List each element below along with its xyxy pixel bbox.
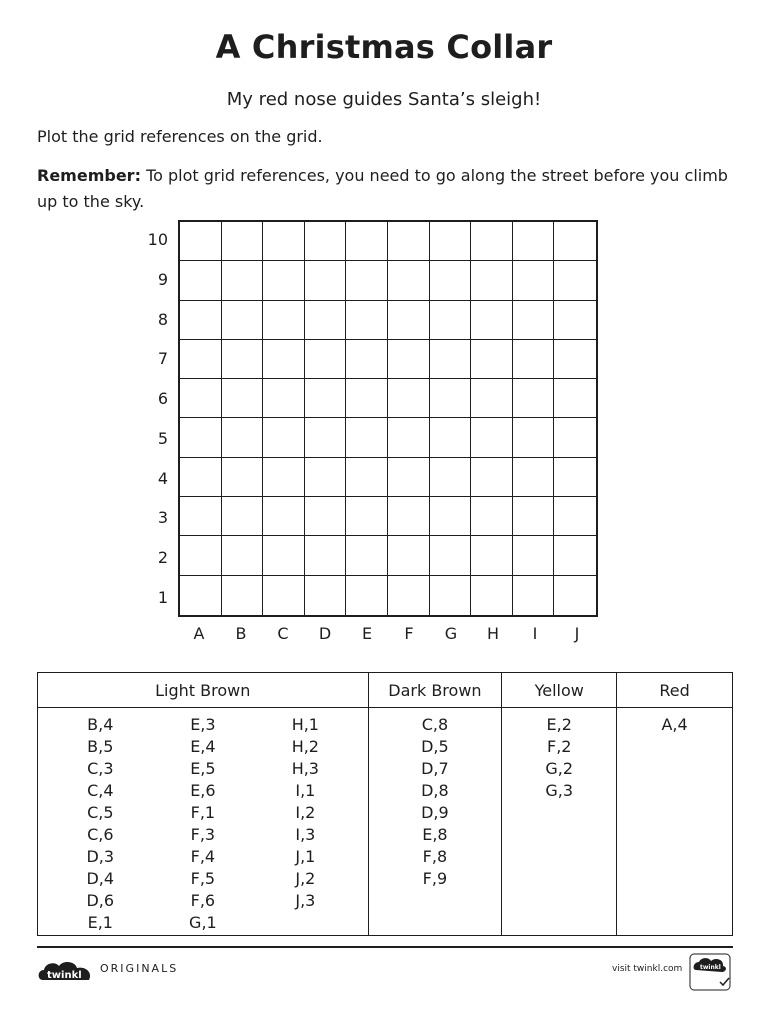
y-axis-label: 10 xyxy=(147,230,168,250)
grid-cell[interactable] xyxy=(554,536,596,575)
grid-cell[interactable] xyxy=(222,222,264,261)
grid-cell[interactable] xyxy=(471,222,513,261)
grid-cell[interactable] xyxy=(180,576,222,615)
grid-cell[interactable] xyxy=(346,576,388,615)
grid-cell[interactable] xyxy=(430,222,472,261)
grid-reference-item: E,1 xyxy=(87,913,113,932)
grid-cell[interactable] xyxy=(263,379,305,418)
grid-cell[interactable] xyxy=(305,576,347,615)
grid-cell[interactable] xyxy=(305,261,347,300)
grid-cell[interactable] xyxy=(554,301,596,340)
page-subtitle: My red nose guides Santa’s sleigh! xyxy=(226,89,542,110)
grid-cell[interactable] xyxy=(554,379,596,418)
grid-reference-item: E,4 xyxy=(190,737,216,756)
grid-reference-item: C,4 xyxy=(87,781,114,800)
grid-reference-item: E,2 xyxy=(546,715,572,734)
grid-reference-item: D,9 xyxy=(421,803,449,822)
grid-cell[interactable] xyxy=(305,340,347,379)
grid-cell[interactable] xyxy=(222,497,264,536)
grid-reference-item: A,4 xyxy=(661,715,688,734)
grid-cell[interactable] xyxy=(554,340,596,379)
grid-cell[interactable] xyxy=(305,497,347,536)
grid-cell[interactable] xyxy=(513,261,555,300)
x-axis-label: H xyxy=(486,624,500,643)
y-axis-label: 5 xyxy=(157,428,168,448)
remember-label: Remember: xyxy=(37,166,141,185)
grid-cell[interactable] xyxy=(430,576,472,615)
grid-cell[interactable] xyxy=(513,340,555,379)
grid-cell[interactable] xyxy=(513,222,555,261)
grid-reference-item: I,2 xyxy=(295,803,316,822)
grid-reference-item: G,2 xyxy=(545,759,574,778)
grid-cell[interactable] xyxy=(263,340,305,379)
grid-reference-item: D,4 xyxy=(86,869,115,888)
grid-cell[interactable] xyxy=(471,340,513,379)
grid-cell[interactable] xyxy=(430,261,472,300)
yellow-list xyxy=(503,714,615,802)
logo-text: twinkl xyxy=(47,970,82,981)
grid-cell[interactable] xyxy=(305,418,347,457)
grid-cell[interactable] xyxy=(430,536,472,575)
header-light-brown: Light Brown xyxy=(38,673,369,708)
grid-cell[interactable] xyxy=(263,497,305,536)
grid-reference-item: C,5 xyxy=(87,803,114,822)
yellow-cell xyxy=(502,708,617,936)
originals-label: ORIGINALS xyxy=(100,962,179,975)
grid-reference-item: B,4 xyxy=(87,715,114,734)
grid-reference-item: C,3 xyxy=(87,759,114,778)
grid-cell[interactable] xyxy=(346,340,388,379)
grid-cell[interactable] xyxy=(222,301,264,340)
instruction-text: Plot the grid references on the grid. xyxy=(37,127,323,146)
grid-cell[interactable] xyxy=(554,576,596,615)
grid-cell[interactable] xyxy=(554,497,596,536)
grid-reference-item: B,5 xyxy=(87,737,114,756)
light-brown-cell xyxy=(38,708,369,936)
grid-reference-item: E,6 xyxy=(190,781,216,800)
grid-cell[interactable] xyxy=(430,379,472,418)
header-yellow: Yellow xyxy=(502,673,617,708)
light-brown-column xyxy=(86,714,114,934)
grid-cell[interactable] xyxy=(346,497,388,536)
grid-reference-item: F,9 xyxy=(422,869,448,888)
x-axis-label: B xyxy=(235,624,247,643)
grid-cell[interactable] xyxy=(180,418,222,457)
y-axis-label: 9 xyxy=(157,270,168,290)
grid-cell[interactable] xyxy=(346,458,388,497)
y-axis-label: 7 xyxy=(157,349,168,369)
grid-cell[interactable] xyxy=(180,536,222,575)
x-axis-label: D xyxy=(318,624,332,643)
grid-cell[interactable] xyxy=(554,261,596,300)
grid-cell[interactable] xyxy=(513,379,555,418)
grid-reference-item: J,1 xyxy=(295,847,316,866)
grid-cell[interactable] xyxy=(513,458,555,497)
grid-cell[interactable] xyxy=(388,379,430,418)
grid-cell[interactable] xyxy=(180,497,222,536)
grid-cell[interactable] xyxy=(305,379,347,418)
twinkl-logo-icon xyxy=(37,958,95,986)
grid-cell[interactable] xyxy=(180,340,222,379)
grid-cell[interactable] xyxy=(263,576,305,615)
grid-reference-item: F,3 xyxy=(190,825,216,844)
grid-cell[interactable] xyxy=(222,536,264,575)
grid-reference-item: F,5 xyxy=(190,869,216,888)
grid-reference-item: E,3 xyxy=(190,715,216,734)
dark-brown-list xyxy=(370,714,501,890)
grid-cell[interactable] xyxy=(222,340,264,379)
grid-cell[interactable] xyxy=(180,222,222,261)
x-axis-label: G xyxy=(444,624,458,643)
grid-cell[interactable] xyxy=(305,301,347,340)
grid-reference-item: C,6 xyxy=(87,825,114,844)
grid-cell[interactable] xyxy=(430,418,472,457)
grid-cell[interactable] xyxy=(471,536,513,575)
grid-cell[interactable] xyxy=(263,301,305,340)
grid-cell[interactable] xyxy=(222,379,264,418)
remember-paragraph xyxy=(37,163,737,215)
red-cell xyxy=(617,708,733,936)
grid-cell[interactable] xyxy=(471,261,513,300)
grid-cell[interactable] xyxy=(471,418,513,457)
header-red: Red xyxy=(617,673,733,708)
grid-cell[interactable] xyxy=(471,576,513,615)
grid-reference-item: F,2 xyxy=(547,737,572,756)
grid-cell[interactable] xyxy=(263,536,305,575)
grid-cell[interactable] xyxy=(388,418,430,457)
grid-reference-item: I,3 xyxy=(295,825,316,844)
light-brown-column xyxy=(189,714,217,934)
grid-cell[interactable] xyxy=(305,458,347,497)
grid-cell[interactable] xyxy=(222,576,264,615)
grid-reference-item: C,8 xyxy=(421,715,449,734)
grid-cell[interactable] xyxy=(513,536,555,575)
grid-reference-item: E,8 xyxy=(422,825,448,844)
grid-cell[interactable] xyxy=(263,261,305,300)
x-axis-label: J xyxy=(574,624,580,643)
grid-cell[interactable] xyxy=(346,536,388,575)
grid-reference-item: I,1 xyxy=(295,781,316,800)
grid-cell[interactable] xyxy=(346,261,388,300)
grid-reference-item: G,3 xyxy=(545,781,574,800)
y-axis-label: 6 xyxy=(157,389,168,409)
grid-cell[interactable] xyxy=(471,497,513,536)
grid-cell[interactable] xyxy=(346,301,388,340)
y-axis-label: 4 xyxy=(157,468,168,488)
grid-cell[interactable] xyxy=(554,418,596,457)
grid-cell[interactable] xyxy=(180,458,222,497)
grid-reference-item: F,8 xyxy=(422,847,448,866)
grid-reference-item: E,5 xyxy=(190,759,216,778)
light-brown-column xyxy=(292,714,319,934)
grid-cell[interactable] xyxy=(388,458,430,497)
y-axis-label: 3 xyxy=(157,508,168,528)
table-body-row xyxy=(38,708,733,936)
grid-x-axis-labels xyxy=(178,624,598,643)
grid-reference-item: D,7 xyxy=(421,759,449,778)
grid-reference-item: F,1 xyxy=(190,803,216,822)
grid-cell[interactable] xyxy=(263,458,305,497)
y-axis-label: 2 xyxy=(157,547,168,567)
grid-reference-item: J,3 xyxy=(295,891,316,910)
grid-cell[interactable] xyxy=(554,222,596,261)
grid-reference-item: D,6 xyxy=(86,891,115,910)
grid-cell[interactable] xyxy=(263,418,305,457)
grid-cell[interactable] xyxy=(388,576,430,615)
coordinate-grid[interactable] xyxy=(178,220,598,617)
light-brown-columns xyxy=(39,714,367,934)
remember-text: To plot grid references, you need to go along the street before you climb up to the sky. xyxy=(37,166,728,211)
grid-cell[interactable] xyxy=(222,261,264,300)
x-axis-label: E xyxy=(361,624,373,643)
x-axis-label: C xyxy=(277,624,289,643)
grid-cell[interactable] xyxy=(388,497,430,536)
grid-cell[interactable] xyxy=(513,301,555,340)
grid-cell[interactable] xyxy=(430,458,472,497)
grid-reference-item: H,3 xyxy=(291,759,319,778)
footer-divider xyxy=(37,946,733,948)
grid-reference-item: D,3 xyxy=(86,847,115,866)
x-axis-label: F xyxy=(404,624,414,643)
grid-cell[interactable] xyxy=(222,418,264,457)
grid-cell[interactable] xyxy=(388,261,430,300)
grid-cell[interactable] xyxy=(513,576,555,615)
grid-cell[interactable] xyxy=(305,222,347,261)
header-dark-brown: Dark Brown xyxy=(368,673,502,708)
grid-cell[interactable] xyxy=(471,379,513,418)
grid-reference-item: D,8 xyxy=(421,781,449,800)
grid-reference-item: F,6 xyxy=(190,891,216,910)
grid-cell[interactable] xyxy=(388,301,430,340)
grid-y-axis-labels xyxy=(128,220,168,617)
grid-cell[interactable] xyxy=(180,379,222,418)
grid-reference-item: D,5 xyxy=(421,737,449,756)
grid-cell[interactable] xyxy=(388,340,430,379)
grid-cell[interactable] xyxy=(513,497,555,536)
grid-cell[interactable] xyxy=(305,536,347,575)
grid-reference-item: J,2 xyxy=(295,869,316,888)
grid-cell[interactable] xyxy=(388,222,430,261)
page-title: A Christmas Collar xyxy=(215,28,553,66)
dark-brown-cell xyxy=(368,708,502,936)
grid-reference-item: H,2 xyxy=(291,737,319,756)
grid-cell[interactable] xyxy=(388,536,430,575)
grid-cell[interactable] xyxy=(430,497,472,536)
grid-cell[interactable] xyxy=(471,301,513,340)
grid-cell[interactable] xyxy=(346,222,388,261)
grid-cell[interactable] xyxy=(554,458,596,497)
grid-cell[interactable] xyxy=(180,261,222,300)
quality-badge-icon xyxy=(688,952,732,992)
grid-reference-item: F,4 xyxy=(190,847,216,866)
grid-reference-item: G,1 xyxy=(189,913,217,932)
grid-reference-item: H,1 xyxy=(291,715,319,734)
grid-reference-table xyxy=(37,672,733,936)
grid-cell[interactable] xyxy=(346,418,388,457)
visit-link[interactable]: visit twinkl.com xyxy=(612,964,683,974)
red-list xyxy=(618,714,731,736)
x-axis-label: I xyxy=(532,624,538,643)
y-axis-label: 8 xyxy=(157,309,168,329)
grid-cell[interactable] xyxy=(513,418,555,457)
x-axis-label: A xyxy=(193,624,205,643)
grid-cell[interactable] xyxy=(180,301,222,340)
badge-text: twinkl xyxy=(700,964,721,971)
grid-cell[interactable] xyxy=(430,340,472,379)
y-axis-label: 1 xyxy=(157,587,168,607)
grid-cell[interactable] xyxy=(471,458,513,497)
grid-cell[interactable] xyxy=(222,458,264,497)
grid-cell[interactable] xyxy=(263,222,305,261)
grid-cell[interactable] xyxy=(430,301,472,340)
grid-cell[interactable] xyxy=(346,379,388,418)
table-header-row xyxy=(38,673,733,708)
